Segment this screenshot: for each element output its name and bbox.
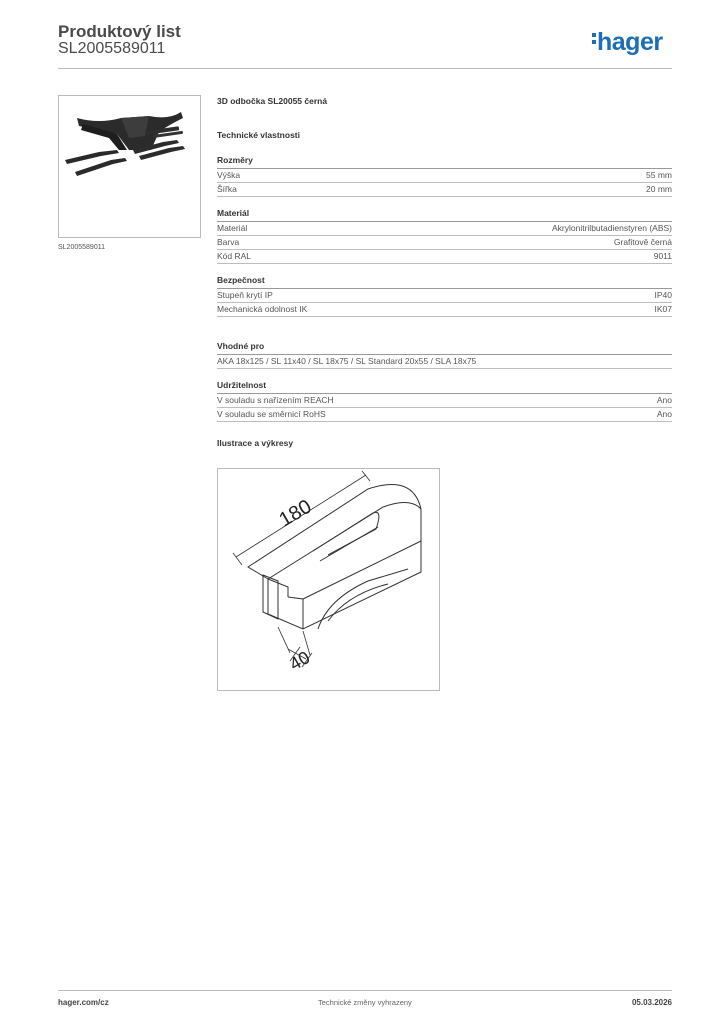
- section-sustainability: [217, 380, 672, 422]
- spec-row: [217, 183, 672, 197]
- technical-drawing: [217, 468, 440, 691]
- spec-value: Akrylonitrilbutadienstyren (ABS): [552, 223, 672, 233]
- image-caption: SL2005589011: [58, 244, 105, 251]
- dimension-drawing-icon: [218, 469, 439, 690]
- section-dimensions: [217, 155, 672, 197]
- logo-text: hager: [597, 28, 663, 56]
- spec-row: [217, 236, 672, 250]
- spec-value: IP40: [654, 290, 672, 300]
- header-sku: SL2005589011: [58, 40, 166, 57]
- section-drawings: [217, 438, 672, 451]
- spec-value: 20 mm: [646, 184, 672, 194]
- spec-value: Ano: [656, 409, 672, 419]
- hager-logo[interactable]: [592, 28, 663, 57]
- section-title: Ilustrace a výkresy: [217, 438, 294, 448]
- spec-label: Výška: [217, 170, 241, 180]
- section-material: [217, 208, 672, 264]
- spec-label: V souladu s nařízením REACH: [217, 395, 334, 405]
- product-name: 3D odbočka SL20055 černá: [217, 96, 328, 106]
- section-title: Bezpečnost: [217, 275, 672, 289]
- spec-content: [217, 96, 672, 451]
- spec-value: Grafitově černá: [613, 237, 672, 247]
- product-photo-icon: [59, 96, 200, 237]
- spec-label: Mechanická odolnost IK: [217, 304, 308, 314]
- spec-row: [217, 408, 672, 422]
- section-safety: [217, 275, 672, 317]
- dimension-length-label: 180: [275, 495, 316, 532]
- spec-row: [217, 303, 672, 317]
- product-image: [58, 95, 201, 238]
- section-suitable: [217, 341, 672, 369]
- spec-row: [217, 289, 672, 303]
- spec-value: 9011: [653, 251, 672, 261]
- spec-value: IK07: [654, 304, 672, 314]
- spec-value: Ano: [656, 395, 672, 405]
- section-title: Udržitelnost: [217, 380, 672, 394]
- spec-row: [217, 222, 672, 236]
- section-title: Rozměry: [217, 155, 672, 169]
- footer-rule: [58, 990, 672, 991]
- spec-label: V souladu se směrnicí RoHS: [217, 409, 326, 419]
- spec-label: Materiál: [217, 223, 248, 233]
- spec-value: 55 mm: [646, 170, 672, 180]
- section-title: Vhodné pro: [217, 341, 672, 355]
- spec-label: Kód RAL: [217, 251, 252, 261]
- spec-label: Stupeň krytí IP: [217, 290, 273, 300]
- spec-label: AKA 18x125 / SL 11x40 / SL 18x75 / SL Standard 20x55 / SLA 18x75: [217, 356, 477, 366]
- logo-dots-icon: [592, 33, 596, 47]
- spec-row: [217, 169, 672, 183]
- technical-title: Technické vlastnosti: [217, 130, 300, 140]
- header-title: Produktový list: [58, 22, 181, 41]
- dimension-width-label: 40: [286, 647, 314, 675]
- spec-row: [217, 394, 672, 408]
- footer-date: 05.03.2026: [631, 998, 672, 1007]
- spec-label: Šířka: [217, 184, 237, 194]
- footer-notice: Technické změny vyhrazeny: [318, 998, 412, 1007]
- spec-row: [217, 250, 672, 264]
- header-rule: [58, 68, 672, 69]
- spec-row: [217, 355, 672, 369]
- footer-website-link[interactable]: hager.com/cz: [58, 998, 109, 1007]
- spec-label: Barva: [217, 237, 240, 247]
- section-title: Materiál: [217, 208, 672, 222]
